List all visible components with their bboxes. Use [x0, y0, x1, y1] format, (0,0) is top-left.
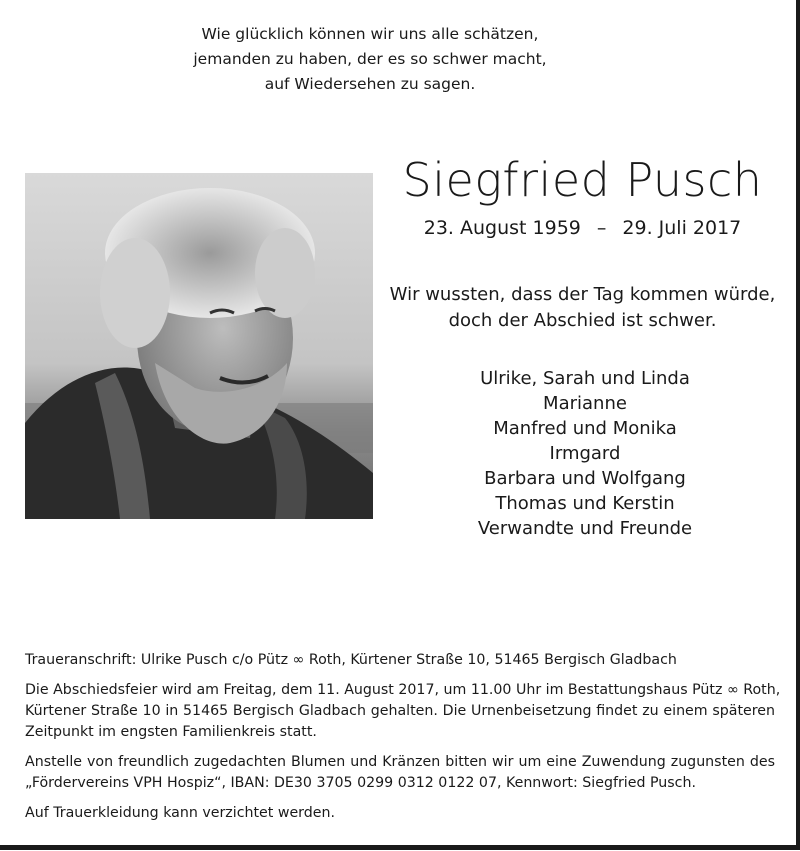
- quote-line: Wie glücklich können wir uns alle schätzen,: [201, 25, 539, 43]
- quote-line: jemanden zu haben, der es so schwer macht,: [193, 50, 547, 68]
- donation-text: [25, 752, 775, 794]
- mourner-entry: Verwandte und Freunde: [477, 518, 693, 539]
- death-date: 29. Juli 2017: [622, 217, 742, 239]
- clothing-line: Auf Trauerkleidung kann verzichtet werden.: [25, 805, 336, 821]
- life-dates: [395, 214, 770, 242]
- date-dash: –: [596, 217, 607, 239]
- mourner-entry: Thomas und Kerstin: [495, 493, 675, 514]
- mourner-entry: Irmgard: [549, 443, 621, 464]
- donation-line: Anstelle von freundlich zugedachten Blumen und Kränzen bitten wir um eine Zuwendung zugunsten des: [25, 754, 775, 770]
- mourning-address: [25, 650, 775, 671]
- ceremony-text: [25, 680, 781, 743]
- portrait-photo-icon: [25, 173, 373, 519]
- saying: [385, 282, 780, 334]
- mourner-entry: Ulrike, Sarah und Linda: [480, 368, 690, 389]
- deceased-name: Siegfried Pusch: [402, 153, 763, 207]
- clothing-note: [25, 803, 775, 824]
- address-line: Traueranschrift: Ulrike Pusch c/o Pütz ∞ Roth, Kürtener Straße 10, 51465 Bergisch Gladbach: [25, 652, 677, 668]
- mourner-entry: Barbara und Wolfgang: [484, 468, 686, 489]
- saying-line: Wir wussten, dass der Tag kommen würde,: [389, 284, 776, 305]
- quote-line: auf Wiedersehen zu sagen.: [264, 75, 476, 93]
- donation-line: „Fördervereins VPH Hospiz“, IBAN: DE30 3705 0299 0312 0122 07, Kennwort: Siegfried Pusch.: [25, 775, 696, 791]
- ceremony-line: Zeitpunkt im engsten Familienkreis statt.: [25, 724, 317, 740]
- ceremony-line: Kürtener Straße 10 in 51465 Bergisch Gladbach gehalten. Die Urnenbeisetzung findet zu einem späteren: [25, 703, 775, 719]
- saying-line: doch der Abschied ist schwer.: [448, 310, 717, 331]
- ceremony-line: Die Abschiedsfeier wird am Freitag, dem 11. August 2017, um 11.00 Uhr im Bestattungshaus Pütz ∞ Roth,: [25, 682, 781, 698]
- birth-date: 23. August 1959: [423, 217, 581, 239]
- mourners-list: [385, 366, 785, 541]
- mourner-entry: Marianne: [543, 393, 627, 414]
- mourner-entry: Manfred und Monika: [493, 418, 677, 439]
- info-section: [25, 650, 781, 833]
- portrait-photo: [25, 173, 373, 519]
- opening-quote: [0, 22, 740, 97]
